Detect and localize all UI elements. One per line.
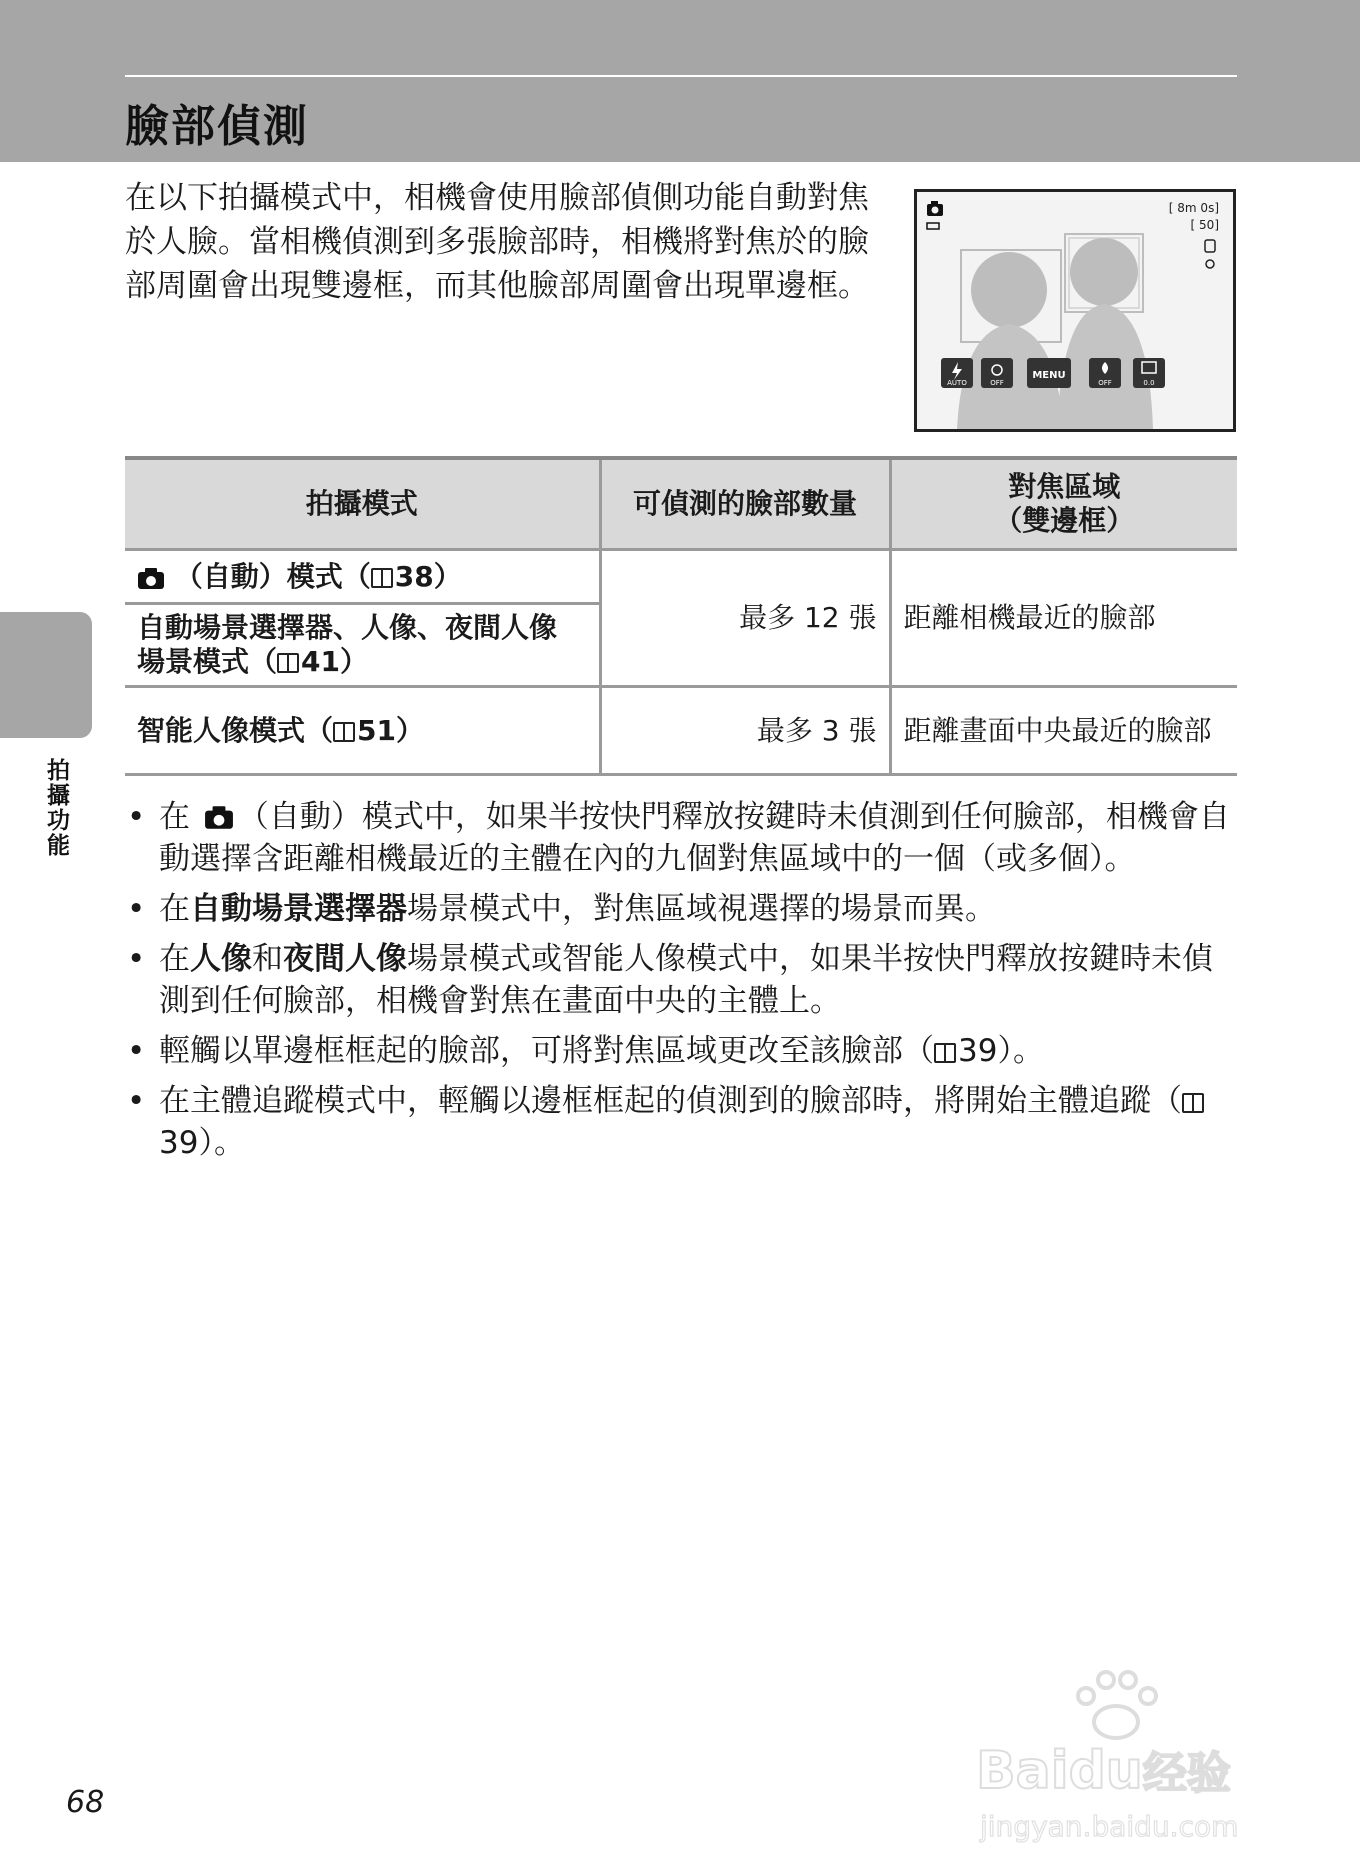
flash-mode-label: AUTO — [947, 379, 967, 387]
table-row — [125, 550, 1237, 604]
svg-text:Baidu经验 — [976, 1741, 1231, 1801]
intro-paragraph: 在以下拍攝模式中，相機會使用臉部偵側功能自動對焦於人臉。當相機偵測到多張臉部時，相機將對焦於的臉部周圍會出現雙邊框，而其他臉部周圍會出現單邊框。 — [125, 180, 869, 304]
note-text: （自動）模式中，如果半按快門釋放按鍵時未偵測到任何臉部，相機會自動選擇含距離相機最近的主體在內的九個對焦區域中的一個（或多個）。 — [159, 799, 1230, 877]
header-face-count: 可偵測的臉部數量 — [600, 458, 890, 550]
area-cell-2: 距離畫面中央最近的臉部 — [890, 687, 1237, 775]
note-text: 場景模式中，對焦區域視選擇的場景而異。 — [407, 891, 996, 927]
note-ref: 39）。 — [159, 1125, 245, 1161]
page-reference-icon — [333, 722, 355, 742]
note-text: 和 — [252, 941, 283, 977]
auto-mode-camera-icon — [204, 804, 234, 830]
note-text: 場景模式或智能人像模式中，如果半按快門釋放按鍵時未偵測到任何臉部，相機會對焦在畫面中央的主體上。 — [159, 941, 1213, 1019]
table-header-row — [125, 458, 1237, 550]
note-ref: 39）。 — [958, 1033, 1044, 1069]
table-row — [125, 687, 1237, 775]
mode-auto-ref: 38） — [394, 559, 462, 593]
camera-screen-svg — [917, 192, 1233, 429]
note-text: 輕觸以單邊框框起的臉部，可將對焦區域更改至該臉部（ — [159, 1033, 934, 1069]
mode-auto-label: （自動）模式（ — [174, 559, 371, 593]
note-emphasis: 夜間人像 — [283, 941, 407, 977]
page-reference-icon — [934, 1043, 956, 1063]
count-cell-2: 最多 3 張 — [600, 687, 890, 775]
note-text: 在 — [159, 799, 190, 835]
page-reference-icon — [277, 653, 299, 673]
list-item — [125, 888, 1240, 930]
mode-scene-label-2: 場景模式（ — [137, 645, 278, 678]
note-text: 在 — [159, 941, 190, 977]
face-detection-table — [125, 456, 1237, 776]
auto-mode-camera-icon — [137, 566, 165, 590]
mode-cell-auto — [125, 550, 600, 604]
header-focus-area-line2: （雙邊框） — [994, 504, 1135, 537]
header-focus-area — [890, 458, 1237, 550]
paw-icon — [1078, 1672, 1156, 1738]
watermark-url: jingyan.baidu.com — [980, 1810, 1239, 1843]
section-label: 拍攝功能 — [43, 758, 69, 858]
mode-cell-scene — [125, 604, 600, 687]
page-reference-icon — [371, 568, 393, 588]
list-item — [125, 796, 1240, 880]
mode-scene-ref: 41） — [301, 645, 368, 678]
flash-mode-button — [941, 358, 973, 388]
exposure-compensation-button — [1133, 358, 1165, 388]
count-cell-1: 最多 12 張 — [600, 550, 890, 687]
area-cell-1: 距離相機最近的臉部 — [890, 550, 1237, 687]
face-right-head — [1070, 238, 1138, 306]
remaining-shots-readout: [ 50] — [1190, 218, 1219, 232]
menu-button — [1027, 358, 1071, 388]
face-left-head — [971, 252, 1047, 328]
notes-list — [125, 796, 1240, 1172]
self-timer-button — [981, 358, 1013, 388]
header-rule — [125, 75, 1237, 77]
note-text: 在主體追蹤模式中，輕觸以邊框框起的偵測到的臉部時，將開始主體追蹤（ — [159, 1083, 1182, 1119]
self-timer-label: OFF — [990, 379, 1004, 387]
page-number: 68 — [66, 1785, 105, 1820]
mode-scene-label: 自動場景選擇器、人像、夜間人像 — [137, 611, 558, 644]
list-item — [125, 938, 1240, 1022]
exposure-compensation-label: 0.0 — [1143, 379, 1155, 387]
note-text: 在 — [159, 891, 190, 927]
list-item — [125, 1030, 1240, 1072]
header-shooting-mode: 拍攝模式 — [125, 458, 600, 550]
mode-cell-smart-portrait — [125, 687, 600, 775]
mode-smart-ref: 51） — [357, 713, 424, 747]
camera-screen-illustration — [914, 189, 1236, 432]
remaining-time-readout: [ 8m 0s] — [1168, 201, 1219, 215]
mode-smart-label: 智能人像模式（ — [137, 713, 334, 747]
note-emphasis: 自動場景選擇器 — [190, 891, 407, 927]
baidu-watermark — [966, 1660, 1266, 1850]
list-item — [125, 1080, 1240, 1164]
page-title: 臉部偵測 — [125, 101, 309, 152]
watermark-brand-3: 经验 — [1142, 1748, 1231, 1799]
header-focus-area-line1: 對焦區域 — [1008, 470, 1121, 503]
macro-mode-label: OFF — [1098, 379, 1112, 387]
menu-button-label: MENU — [1032, 370, 1066, 381]
note-emphasis: 人像 — [190, 941, 252, 977]
watermark-brand-1: Bai — [976, 1741, 1069, 1801]
watermark-brand-2: du — [1068, 1741, 1143, 1801]
page-reference-icon — [1182, 1093, 1204, 1113]
section-tab — [0, 612, 92, 738]
macro-mode-button — [1089, 358, 1121, 388]
